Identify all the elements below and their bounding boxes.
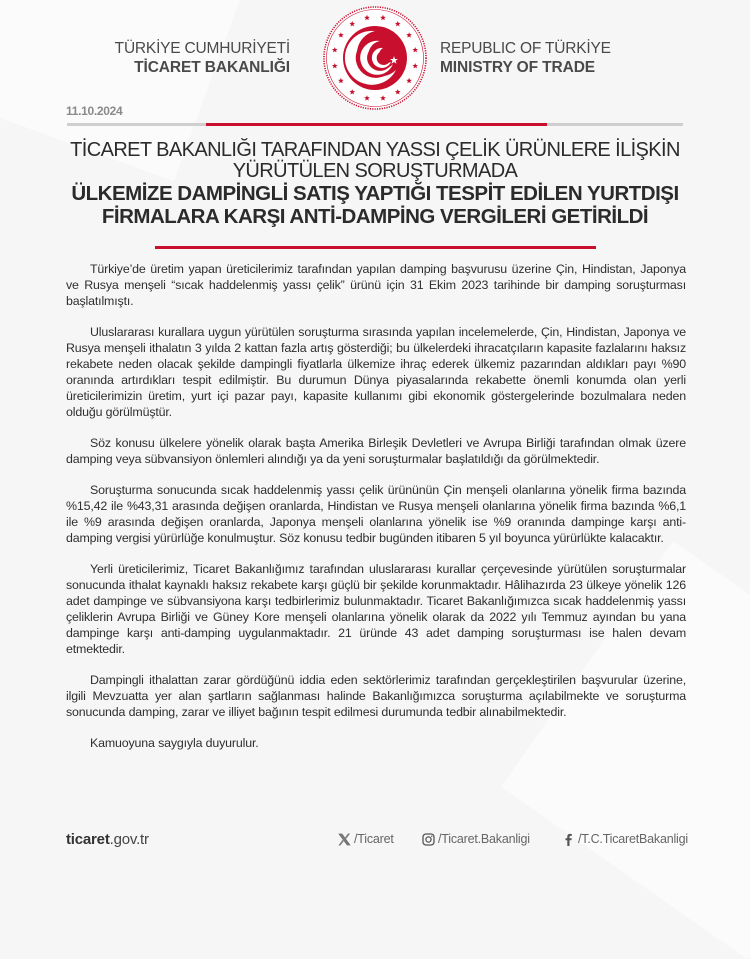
social-facebook-handle: /T.C.TicaretBakanligi [578,832,688,846]
paragraph: Dampingli ithalattan zarar gördüğünü iddia eden sektörlerimiz tarafından gerçekleştirilen başvurular üzerine, ilgili Mevzuatta yer alan şartların sağlanması halinde Bakanlığımızca soruşturma açılabilmekte ve soruşturma sonucunda damping, zarar ve illiyet bağının tespit edilmesi durumunda tedbir alınabilmektedir. [66,673,686,719]
ministry-emblem-icon [320,3,430,113]
header-ministry-tr: TİCARET BAKANLIĞI [134,59,290,76]
header-republic-en: REPUBLIC OF TÜRKİYE [440,40,611,57]
headline [60,140,690,228]
headline-subtitle-line1: TİCARET BAKANLIĞI TARAFINDAN YASSI ÇELİK ÜRÜNLERE İLİŞKİN [70,139,680,161]
social-instagram-handle: /Ticaret.Bakanligi [438,832,530,846]
headline-underline [155,246,596,249]
social-x-handle: /Ticaret [354,832,394,846]
paragraph: Uluslararası kurallara uygun yürütülen soruşturma sırasında yapılan incelemelerde, Çin, Hindistan, Japonya ve Rusya menşeli ithalatın 3 yılda 2 kattan fazla artış gösterdiği; bu ülkelerdeki ihracatçıların kapasite fazlalarını haksız rekabete neden olacak şekilde dampingli fiyatlarla ülkemize ihraç ederek ülkemiz pazarından aldıkları payı %90 oranında artırdıkları tespit edilmiştir. Bu durumun Dünya piyasalarında rekabette önemli konumda olan yerli üreticilerimizin üretim, yurt içi pazar payı, kapasite kullanımı gibi ekonomik göstergelerinde bozulmalara neden olduğu görülmüştür. [66,325,686,419]
paragraph: Söz konusu ülkelere yönelik olarak başta Amerika Birleşik Devletleri ve Avrupa Birliği tarafından olmak üzere damping veya sübvansiyon önlemleri alındığı ya da yeni soruşturmalar başlatıldığı da görülmektedir. [66,436,686,466]
social-x-link[interactable] [337,832,394,846]
header-ministry-en: MINISTRY OF TRADE [440,59,596,76]
release-date: 11.10.2024 [66,104,123,118]
header-turkish-name [115,40,290,77]
body-text [66,261,686,766]
website-domain-bold: ticaret [66,831,110,848]
facebook-icon [561,832,575,846]
instagram-icon [421,832,435,846]
divider-red [206,123,547,126]
headline-title-line2: FİRMALARA KARŞI ANTİ-DAMPİNG VERGİLERİ GETİRİLDİ [101,205,649,228]
paragraph: Yerli üreticilerimiz, Ticaret Bakanlığımız tarafından uluslararası kurallar çerçevesinde yürütülen soruşturmalar sonucunda ithalat kaynaklı haksız rekabete karşı güçlü bir şekilde korunmaktadır. Hâlihazırda 23 ülkeye yönelik 126 adet dampinge ve sübvansiyona karşı tedbirlerimiz bulunmaktadır. Ticaret Bakanlığımızca sıcak haddelenmiş yassı çeliklerin Avrupa Birliği ve Güney Kore menşeli olanlarına yönelik olarak da 2022 yılı Temmuz ayından bu yana dampinge karşı anti-damping uygulanmaktadır. 21 üründe 43 adet damping soruşturması ise halen devam etmektedir. [66,562,686,656]
social-facebook-link[interactable] [561,832,688,846]
headline-title-line1: ÜLKEMİZE DAMPİNGLİ SATIŞ YAPTIĞI TESPİT EDİLEN YURTDIŞI [71,182,679,205]
paragraph: Soruşturma sonucunda sıcak haddelenmiş yassı çelik ürününün Çin menşeli olanlarına yönelik firma bazında %15,42 ile %43,31 arasında değişen oranlarda, Hindistan ve Rusya menşeli olanlarına yönelik firma bazında %6,1 ile %9 arasında değişen oranlarda, Japonya menşeli olanlarına yönelik ise %9 oranında dampinge karşı anti-damping vergisi yürürlüğe konulmuştur. Söz konusu tedbir bugünden itibaren 5 yıl boyunca yürürlükte kalacaktır. [66,483,686,545]
headline-subtitle-line2: YÜRÜTÜLEN SORUŞTURMADA [232,160,518,182]
paragraph: Türkiye’de üretim yapan üreticilerimiz tarafından yapılan damping başvurusu üzerine Çin, Hindistan, Japonya ve Rusya menşeli “sıcak haddelenmiş yassı çelik” ürünü için 31 Ekim 2023 tarihinde bir damping soruşturması başlatılmıştı. [66,262,686,308]
footer [0,829,750,853]
header-republic-tr: TÜRKİYE CUMHURİYETİ [114,40,290,57]
website-domain-suffix: .gov.tr [109,831,149,848]
website-link[interactable] [66,831,149,848]
closing-line: Kamuoyuna saygıyla duyurulur. [90,736,259,750]
social-instagram-link[interactable] [421,832,530,846]
header-english-name [440,40,611,77]
x-icon [337,832,351,846]
